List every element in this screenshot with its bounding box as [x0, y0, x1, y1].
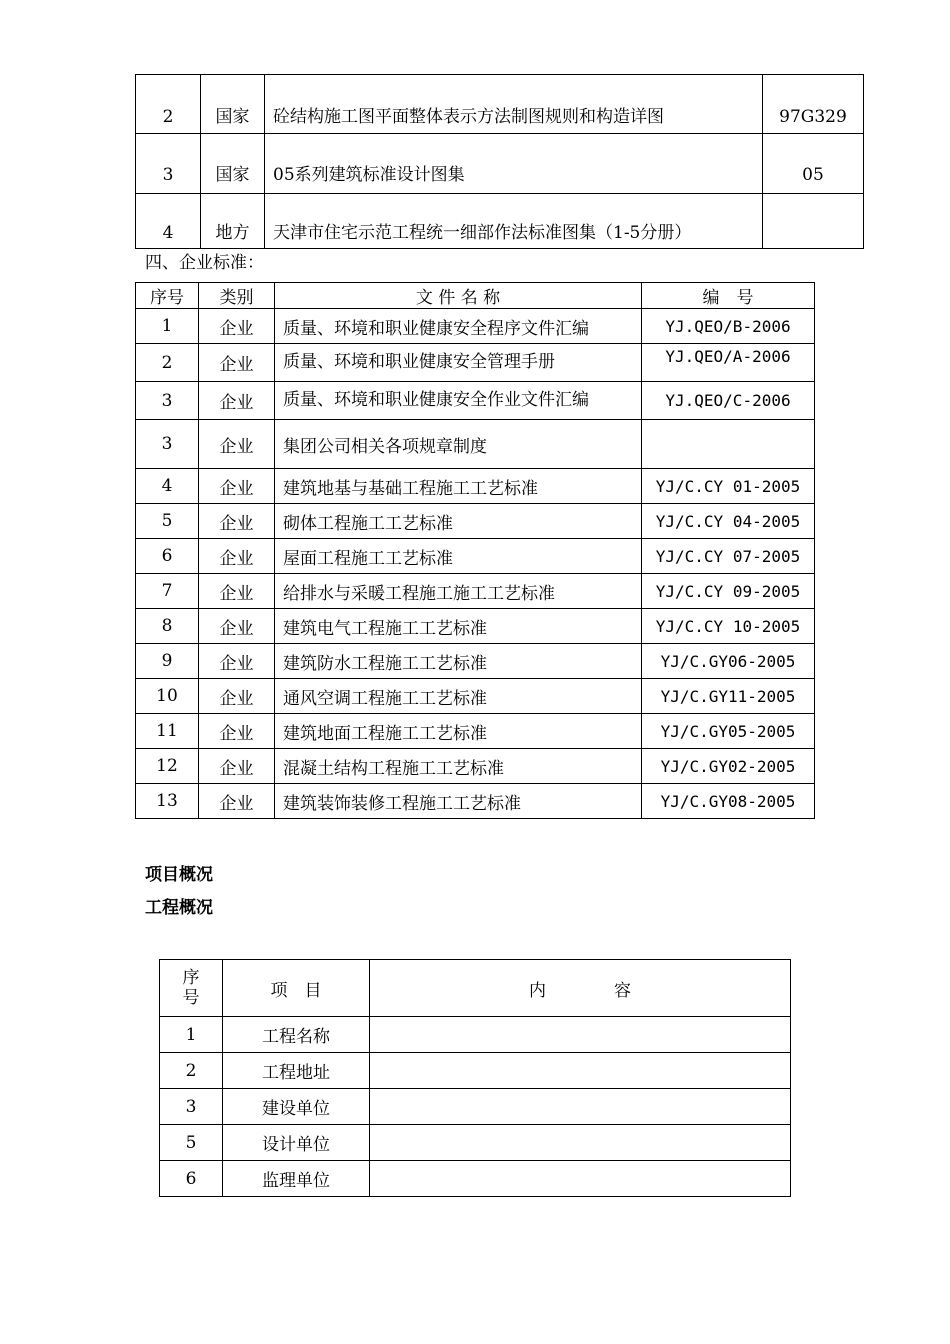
- row-number: 8: [136, 609, 199, 644]
- header-category: 类别: [199, 283, 275, 309]
- row-number: 5: [160, 1125, 223, 1161]
- row-category: 企业: [199, 309, 275, 344]
- row-number: 3: [136, 382, 199, 420]
- row-code: YJ.QEO/C-2006: [642, 382, 815, 420]
- table-row: [136, 344, 815, 382]
- row-item: 工程名称: [223, 1017, 370, 1053]
- row-number: 5: [136, 504, 199, 539]
- row-code: YJ/C.GY05-2005: [642, 714, 815, 749]
- row-code: YJ/C.GY06-2005: [642, 644, 815, 679]
- table-row: [136, 784, 815, 819]
- table-row: [160, 1125, 791, 1161]
- row-document-name: 天津市住宅示范工程统一细部作法标准图集（1-5分册）: [265, 194, 763, 249]
- table-row: [160, 1161, 791, 1197]
- row-number: 3: [136, 134, 201, 194]
- row-category: 企业: [199, 344, 275, 382]
- table-row: [160, 1017, 791, 1053]
- row-code: [763, 194, 864, 249]
- row-category: 企业: [199, 574, 275, 609]
- row-code: YJ/C.GY11-2005: [642, 679, 815, 714]
- row-number: 7: [136, 574, 199, 609]
- row-number: 2: [136, 75, 201, 134]
- row-category: 企业: [199, 714, 275, 749]
- row-content: [370, 1161, 791, 1197]
- header-document-name: 文 件 名 称: [275, 283, 642, 309]
- engineering-overview-table: [159, 959, 791, 1197]
- header-item: 项 目: [223, 960, 370, 1017]
- row-document-name: 05系列建筑标准设计图集: [265, 134, 763, 194]
- row-document-name: 质量、环境和职业健康安全作业文件汇编: [275, 382, 642, 420]
- heading-project-overview: 项目概况: [145, 865, 213, 885]
- row-category: 企业: [199, 644, 275, 679]
- row-content: [370, 1017, 791, 1053]
- row-code: [642, 420, 815, 469]
- table-row: [136, 420, 815, 469]
- row-number: 12: [136, 749, 199, 784]
- row-category: 企业: [199, 679, 275, 714]
- row-category: 企业: [199, 784, 275, 819]
- row-category: 企业: [199, 504, 275, 539]
- row-number: 6: [136, 539, 199, 574]
- row-document-name: 集团公司相关各项规章制度: [275, 420, 642, 469]
- table-row: [136, 469, 815, 504]
- row-number: 1: [160, 1017, 223, 1053]
- row-number: 9: [136, 644, 199, 679]
- row-document-name: 质量、环境和职业健康安全程序文件汇编: [275, 309, 642, 344]
- row-item: 建设单位: [223, 1089, 370, 1125]
- row-code: YJ.QEO/B-2006: [642, 309, 815, 344]
- row-document-name: 屋面工程施工工艺标准: [275, 539, 642, 574]
- row-document-name: 给排水与采暖工程施工施工工艺标准: [275, 574, 642, 609]
- table-header-row: [136, 283, 815, 309]
- row-code: YJ/C.GY02-2005: [642, 749, 815, 784]
- table-row: [160, 1053, 791, 1089]
- table-row: [136, 574, 815, 609]
- row-document-name: 建筑地基与基础工程施工工艺标准: [275, 469, 642, 504]
- row-document-name: 建筑防水工程施工工艺标准: [275, 644, 642, 679]
- row-category: 企业: [199, 382, 275, 420]
- row-item: 监理单位: [223, 1161, 370, 1197]
- row-code: YJ/C.CY 04-2005: [642, 504, 815, 539]
- row-document-name: 建筑装饰装修工程施工工艺标准: [275, 784, 642, 819]
- heading-engineering-overview: 工程概况: [145, 898, 213, 918]
- row-category: 国家: [201, 134, 265, 194]
- header-number-line2: 号: [182, 988, 200, 1008]
- row-document-name: 质量、环境和职业健康安全管理手册: [275, 344, 642, 382]
- row-category: 国家: [201, 75, 265, 134]
- row-code: 97G329: [763, 75, 864, 134]
- row-code: YJ/C.CY 10-2005: [642, 609, 815, 644]
- header-code: 编 号: [642, 283, 815, 309]
- row-category: 地方: [201, 194, 265, 249]
- row-category: 企业: [199, 609, 275, 644]
- row-number: 3: [160, 1089, 223, 1125]
- table-row: [136, 609, 815, 644]
- row-content: [370, 1089, 791, 1125]
- row-category: 企业: [199, 539, 275, 574]
- row-number: 11: [136, 714, 199, 749]
- row-code: YJ/C.CY 07-2005: [642, 539, 815, 574]
- row-number: 3: [136, 420, 199, 469]
- row-number: 6: [160, 1161, 223, 1197]
- table-row: [136, 134, 864, 194]
- header-content: 内 容: [370, 960, 791, 1017]
- engineering-overview-body: [160, 1017, 791, 1197]
- table-row: [136, 194, 864, 249]
- row-code: YJ/C.CY 09-2005: [642, 574, 815, 609]
- table-row: [136, 309, 815, 344]
- row-code: YJ.QEO/A-2006: [642, 344, 815, 382]
- row-document-name: 混凝土结构工程施工工艺标准: [275, 749, 642, 784]
- table-header-row: [160, 960, 791, 1017]
- row-number: 1: [136, 309, 199, 344]
- row-code: YJ/C.GY08-2005: [642, 784, 815, 819]
- header-number-line1: 序: [182, 968, 200, 988]
- row-category: 企业: [199, 749, 275, 784]
- table-row: [136, 714, 815, 749]
- row-document-name: 建筑电气工程施工工艺标准: [275, 609, 642, 644]
- section-title-enterprise-standards: 四、企业标准：: [145, 253, 264, 273]
- table-row: [136, 644, 815, 679]
- row-document-name: 砼结构施工图平面整体表示方法制图规则和构造详图: [265, 75, 763, 134]
- row-document-name: 通风空调工程施工工艺标准: [275, 679, 642, 714]
- row-number: 13: [136, 784, 199, 819]
- row-document-name: 砌体工程施工工艺标准: [275, 504, 642, 539]
- row-category: 企业: [199, 420, 275, 469]
- table-row: [136, 539, 815, 574]
- table-row: [136, 382, 815, 420]
- enterprise-standards-body: [136, 309, 815, 819]
- row-content: [370, 1125, 791, 1161]
- row-category: 企业: [199, 469, 275, 504]
- header-number: 序号: [136, 283, 199, 309]
- row-number: 4: [136, 469, 199, 504]
- national-standards-table: [135, 74, 864, 249]
- row-number: 2: [136, 344, 199, 382]
- row-item: 工程地址: [223, 1053, 370, 1089]
- header-number: [160, 960, 223, 1017]
- row-number: 4: [136, 194, 201, 249]
- row-document-name: 建筑地面工程施工工艺标准: [275, 714, 642, 749]
- enterprise-standards-table: [135, 282, 815, 819]
- row-code: 05: [763, 134, 864, 194]
- row-content: [370, 1053, 791, 1089]
- row-number: 10: [136, 679, 199, 714]
- row-code: YJ/C.CY 01-2005: [642, 469, 815, 504]
- row-number: 2: [160, 1053, 223, 1089]
- table-row: [136, 75, 864, 134]
- row-item: 设计单位: [223, 1125, 370, 1161]
- table-row: [160, 1089, 791, 1125]
- table-row: [136, 749, 815, 784]
- table-row: [136, 679, 815, 714]
- table-row: [136, 504, 815, 539]
